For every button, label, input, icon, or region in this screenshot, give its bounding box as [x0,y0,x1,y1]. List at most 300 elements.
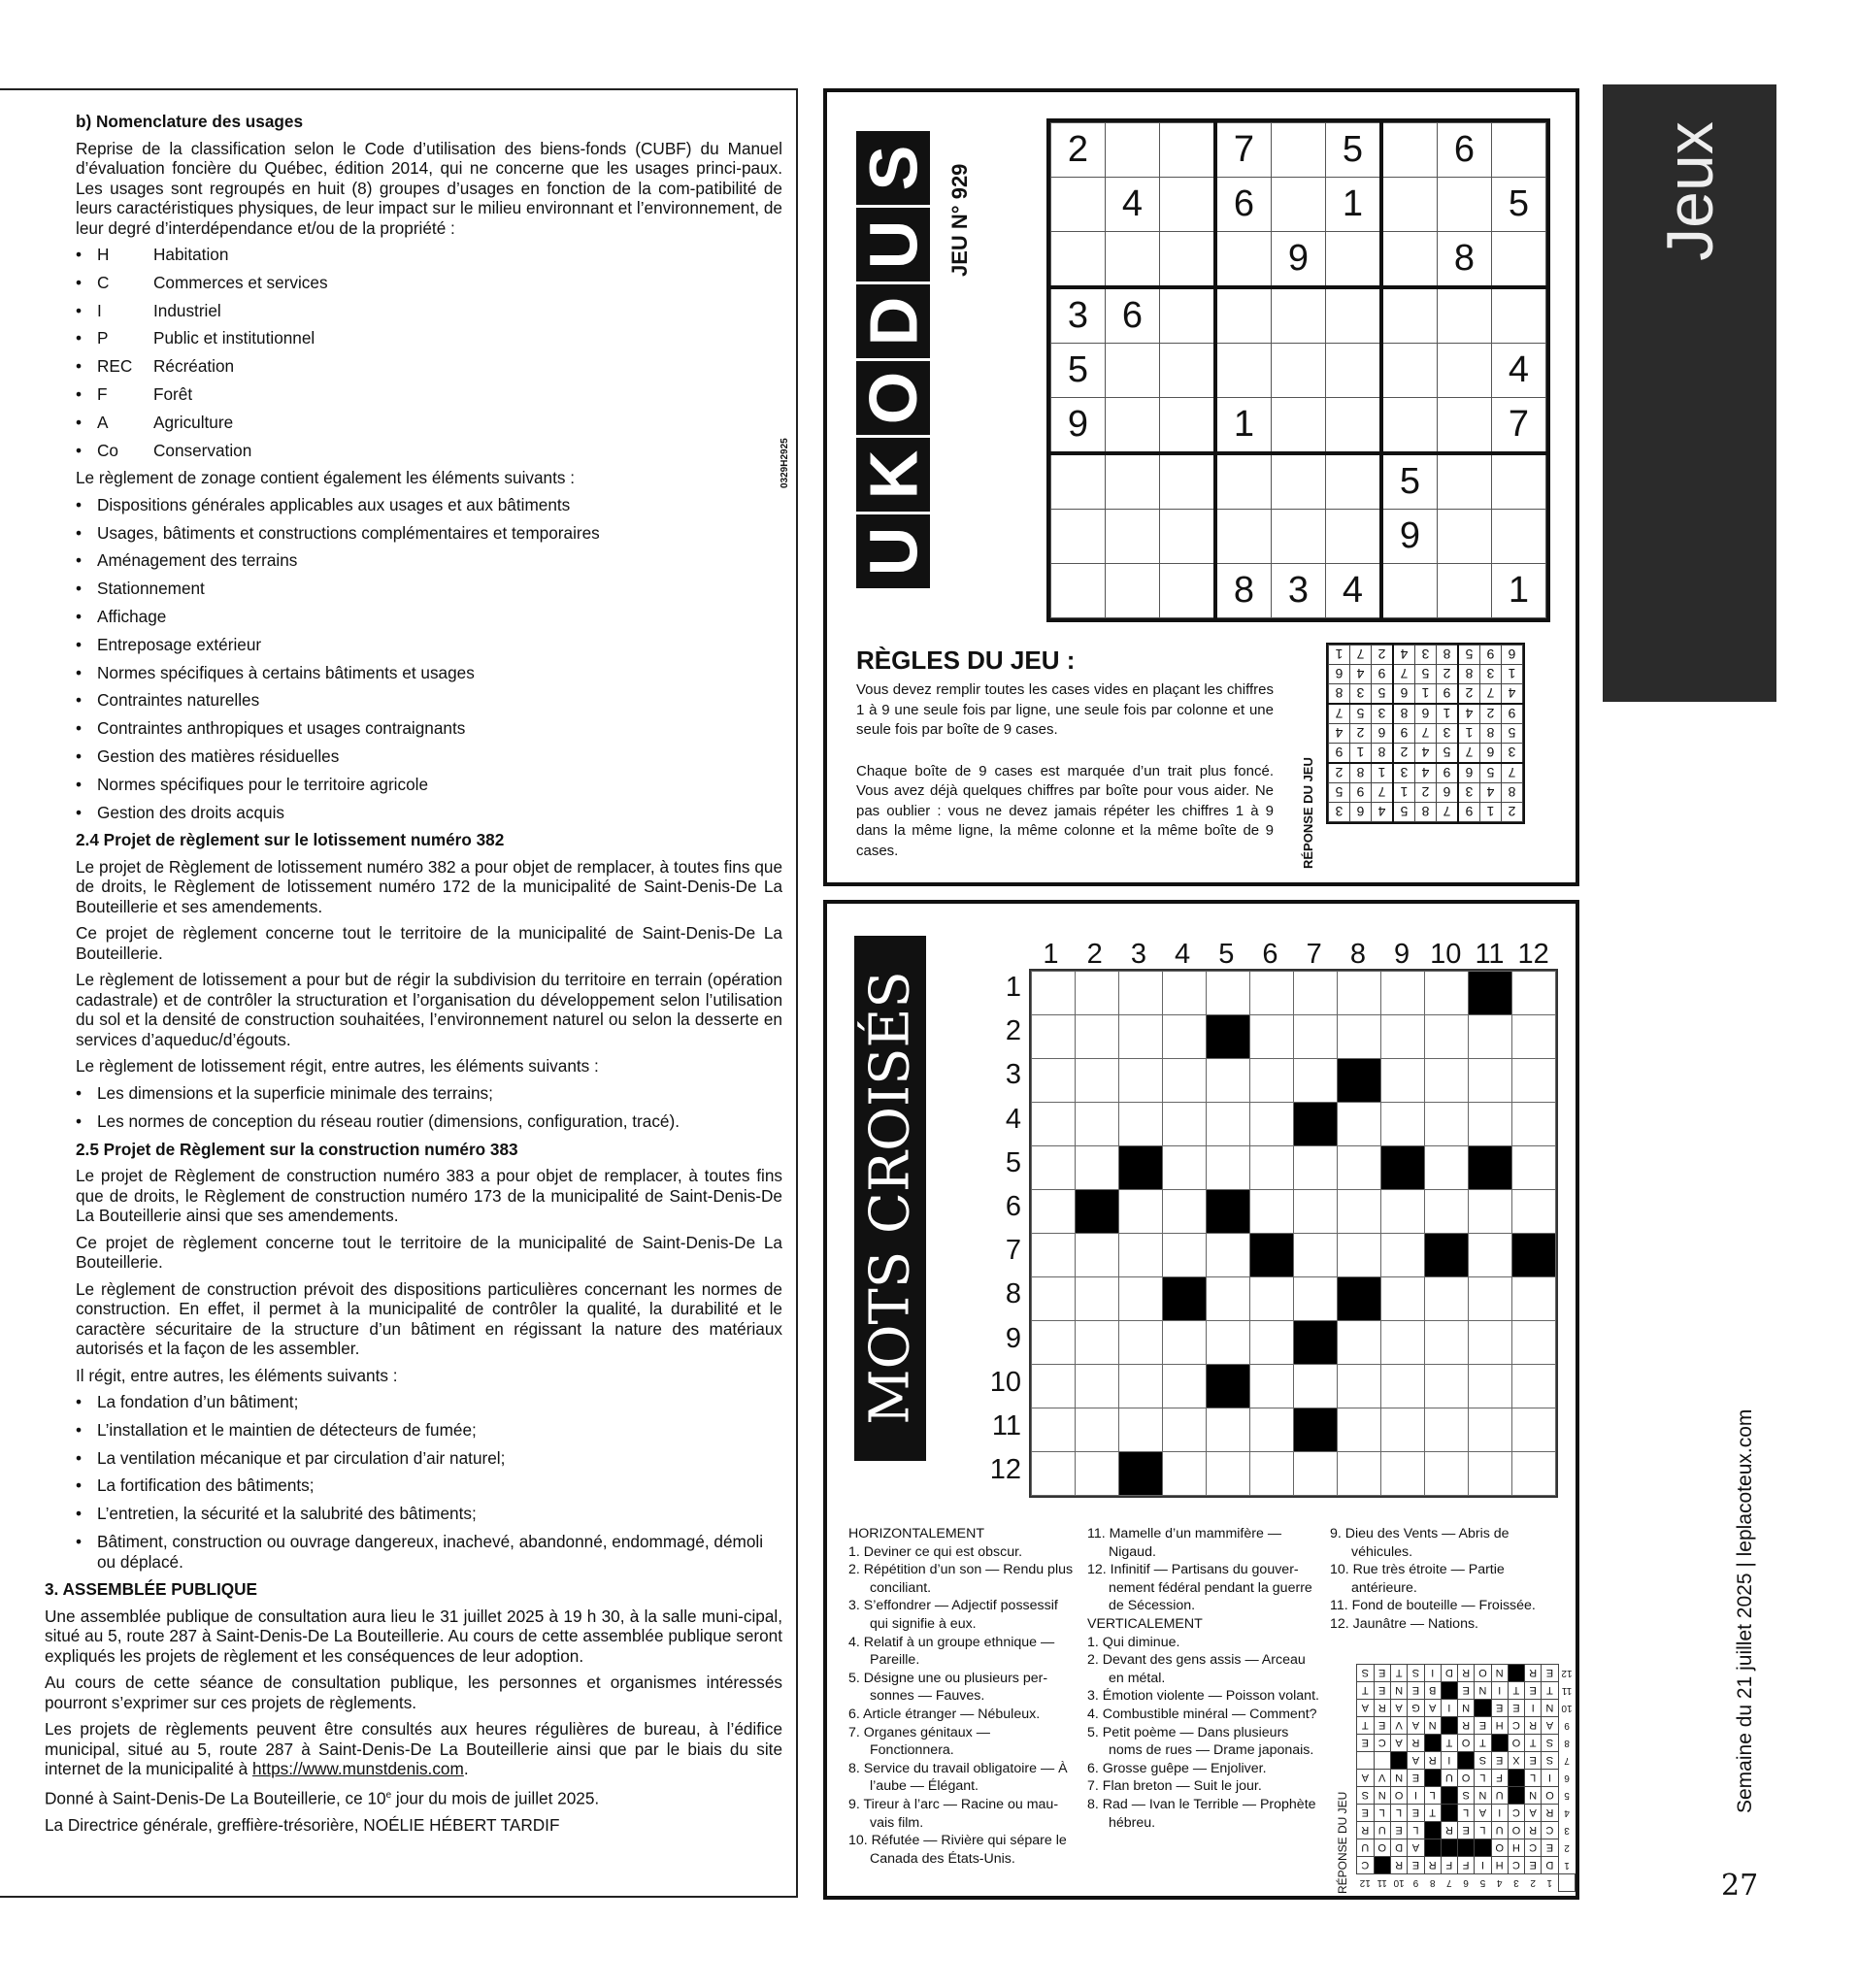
sudoku-answer-cell: 6 [1393,684,1415,705]
vertical-clue: 6. Grosse guêpe — Enjoliver. [1087,1760,1267,1776]
sudoku-answer-cell: 5 [1480,763,1502,783]
crossword-cell[interactable] [1119,1059,1163,1103]
crossword-answer-cell: E [1542,1665,1558,1682]
crossword-cell[interactable] [1207,1103,1250,1146]
crossword-answer-cell: R [1441,1822,1457,1839]
sudoku-cell[interactable]: 8 [1215,564,1272,618]
sudoku-answer-cell: 5 [1372,684,1394,705]
vertical-clue: 1. Qui diminue. [1087,1634,1180,1650]
crossword-cell[interactable] [1032,1365,1076,1408]
crossword-cell[interactable] [1381,1234,1425,1277]
sudoku-title-letter [856,131,930,205]
sudoku-cell[interactable]: 7 [1215,123,1272,178]
crossword-cell[interactable] [1469,1015,1512,1059]
sudoku-cell[interactable]: 9 [1381,510,1438,564]
crossword-cell[interactable] [1032,1234,1076,1277]
zonage-item: • Normes spécifiques à certains bâtiments et usages [76,663,782,683]
crossword-cell[interactable] [1338,1015,1381,1059]
crossword-cell[interactable] [1512,1015,1556,1059]
sudoku-cell[interactable]: 5 [1381,453,1438,510]
crossword-cell[interactable] [1425,1452,1469,1496]
crossword-cell[interactable] [1163,1452,1207,1496]
crossword-cell[interactable] [1032,1408,1076,1452]
crossword-answer-black-cell [1441,1805,1457,1822]
crossword-answer-cell: N [1491,1665,1508,1682]
crossword-cell[interactable] [1294,1234,1338,1277]
zonage-item: • Contraintes naturelles [76,690,782,711]
crossword-cell[interactable] [1119,1190,1163,1234]
crossword-cell[interactable] [1076,1321,1119,1365]
zonage-item: • Usages, bâtiments et constructions complémentaires et temporaires [76,523,782,544]
crossword-cell[interactable] [1076,1059,1119,1103]
crossword-cell[interactable] [1512,1452,1556,1496]
crossword-cell[interactable] [1469,1234,1512,1277]
crossword-black-cell [1294,1103,1338,1146]
sudoku-cell[interactable] [1326,232,1382,288]
crossword-cell[interactable] [1207,1277,1250,1321]
sudoku-cell[interactable] [1438,564,1492,618]
crossword-cell[interactable] [1163,1234,1207,1277]
crossword-cell[interactable] [1512,1103,1556,1146]
crossword-answer-cell: R [1357,1822,1375,1839]
crossword-cell[interactable] [1294,1146,1338,1190]
sudoku-cell[interactable] [1326,453,1382,510]
sudoku-cell[interactable] [1106,564,1160,618]
sudoku-cell[interactable] [1051,453,1106,510]
construction-items-list [76,1392,782,1572]
crossword-cell[interactable] [1512,1321,1556,1365]
crossword-cell[interactable] [1381,1015,1425,1059]
crossword-cell[interactable] [1294,972,1338,1015]
sudoku-cell[interactable] [1381,398,1438,454]
crossword-answer-cell: R [1424,1857,1441,1874]
crossword-cell[interactable] [1381,1190,1425,1234]
paragraph-zonage-intro: Le règlement de zonage contient également les éléments suivants : [76,468,576,488]
sudoku-cell[interactable]: 3 [1051,287,1106,344]
sudoku-cell[interactable] [1051,510,1106,564]
sudoku-cell[interactable] [1160,344,1216,398]
crossword-cell[interactable] [1163,1408,1207,1452]
crossword-answer-row-number: 1 [1564,1859,1570,1871]
sudoku-cell[interactable]: 2 [1051,123,1106,178]
sudoku-answer-cell: 8 [1480,724,1502,744]
crossword-cell[interactable] [1425,1103,1469,1146]
crossword-cell[interactable] [1207,1059,1250,1103]
crossword-answer-cell: E [1408,1682,1424,1700]
sudoku-cell[interactable]: 3 [1272,564,1326,618]
sudoku-cell[interactable] [1326,510,1382,564]
sudoku-cell[interactable] [1492,510,1546,564]
crossword-cell[interactable] [1119,1365,1163,1408]
crossword-cell[interactable] [1076,1452,1119,1496]
crossword-cell[interactable] [1512,1365,1556,1408]
sudoku-cell[interactable] [1051,564,1106,618]
crossword-cell[interactable] [1338,1146,1381,1190]
crossword-answer-cell: D [1390,1839,1407,1857]
sudoku-cell[interactable] [1492,123,1546,178]
sudoku-cell[interactable] [1160,178,1216,232]
crossword-cell[interactable] [1338,1234,1381,1277]
crossword-cell[interactable] [1076,1365,1119,1408]
sudoku-cell[interactable] [1051,178,1106,232]
paragraph-construction-2: Ce projet de règlement concerne tout le territoire de la municipalité de Saint-Denis-De La Bouteillerie. [76,1232,782,1273]
sudoku-cell[interactable] [1272,123,1326,178]
sudoku-cell[interactable] [1106,344,1160,398]
crossword-cell[interactable] [1076,972,1119,1015]
sudoku-cell[interactable]: 9 [1272,232,1326,288]
sudoku-cell[interactable] [1381,564,1438,618]
sudoku-answer-cell: 3 [1350,684,1372,705]
crossword-cell[interactable] [1512,1146,1556,1190]
crossword-cell[interactable] [1119,1015,1163,1059]
sudoku-cell[interactable] [1106,232,1160,288]
sudoku-cell[interactable] [1438,510,1492,564]
sudoku-cell[interactable]: 4 [1326,564,1382,618]
crossword-answer-cell: O [1508,1822,1524,1839]
sudoku-cell[interactable] [1106,123,1160,178]
crossword-answer-black-cell [1424,1770,1441,1787]
crossword-answer-cell: H [1491,1717,1508,1735]
crossword-cell[interactable] [1425,1059,1469,1103]
sudoku-grid[interactable] [1046,118,1550,622]
crossword-answer-cell: A [1475,1805,1491,1822]
sudoku-cell[interactable] [1215,510,1272,564]
sudoku-cell[interactable]: 1 [1326,178,1382,232]
sudoku-cell[interactable] [1272,398,1326,454]
crossword-cell[interactable] [1425,1146,1469,1190]
sudoku-cell[interactable] [1492,453,1546,510]
crossword-cell[interactable] [1469,1190,1512,1234]
crossword-answer-cell: E [1408,1770,1424,1787]
crossword-cell[interactable] [1119,972,1163,1015]
crossword-cell[interactable] [1032,1059,1076,1103]
crossword-answer-cell: T [1357,1717,1375,1735]
sudoku-cell[interactable]: 1 [1215,398,1272,454]
crossword-cell[interactable] [1294,1365,1338,1408]
crossword-cell[interactable] [1163,1365,1207,1408]
sudoku-cell[interactable]: 7 [1492,398,1546,454]
crossword-answer-cell: T [1525,1735,1542,1752]
crossword-answer-cell: C [1542,1822,1558,1839]
crossword-grid[interactable] [1029,969,1558,1498]
crossword-answer-row-number: 3 [1564,1825,1570,1836]
sudoku-cell[interactable] [1272,453,1326,510]
crossword-black-cell [1207,1190,1250,1234]
crossword-cell[interactable] [1032,1321,1076,1365]
crossword-row-number: 2 [1005,1015,1021,1047]
usage-group-item [76,356,782,377]
crossword-answer-cell: I [1424,1665,1441,1682]
sudoku-cell[interactable] [1160,287,1216,344]
crossword-cell[interactable] [1512,1059,1556,1103]
crossword-answer-black-cell [1508,1665,1524,1682]
crossword-cell[interactable] [1119,1277,1163,1321]
sudoku-cell[interactable] [1215,453,1272,510]
crossword-cell[interactable] [1250,1015,1294,1059]
sudoku-cell[interactable] [1160,564,1216,618]
sudoku-cell[interactable] [1106,398,1160,454]
paragraph-construction-4: Il régit, entre autres, les éléments suivants : [76,1365,398,1385]
crossword-answer-cell: U [1441,1770,1457,1787]
crossword-cell[interactable] [1119,1408,1163,1452]
crossword-cell[interactable] [1076,1015,1119,1059]
sudoku-cell[interactable]: 6 [1438,123,1492,178]
sudoku-cell[interactable] [1381,344,1438,398]
crossword-cell[interactable] [1250,1190,1294,1234]
crossword-answer-cell: N [1475,1682,1491,1700]
crossword-row-number: 8 [1005,1278,1021,1310]
crossword-cell[interactable] [1163,1190,1207,1234]
sudoku-cell[interactable] [1438,287,1492,344]
crossword-cell[interactable] [1338,1103,1381,1146]
crossword-cell[interactable] [1469,1277,1512,1321]
crossword-answer-cell: C [1508,1717,1524,1735]
sudoku-cell[interactable] [1381,287,1438,344]
sudoku-title-letter [856,284,930,358]
crossword-answer-cell: F [1491,1770,1508,1787]
sudoku-cell[interactable]: 6 [1106,287,1160,344]
crossword-cell[interactable] [1294,1059,1338,1103]
crossword-cell[interactable] [1032,1146,1076,1190]
crossword-cell[interactable] [1163,1321,1207,1365]
sudoku-answer-cell: 5 [1415,665,1437,684]
sudoku-cell[interactable]: 8 [1438,232,1492,288]
sudoku-cell[interactable] [1492,287,1546,344]
crossword-cell[interactable] [1512,1408,1556,1452]
sudoku-cell[interactable] [1106,510,1160,564]
sudoku-answer-cell: 2 [1502,803,1523,822]
sudoku-cell[interactable]: 5 [1326,123,1382,178]
sudoku-cell[interactable] [1272,344,1326,398]
sudoku-answer-cell: 5 [1350,704,1372,724]
crossword-cell[interactable] [1250,1059,1294,1103]
crossword-column-number: 5 [1218,939,1235,970]
crossword-cell[interactable] [1119,1234,1163,1277]
crossword-cell[interactable] [1381,972,1425,1015]
crossword-cell[interactable] [1381,1321,1425,1365]
usage-group-item [76,273,782,293]
crossword-cell[interactable] [1207,1408,1250,1452]
paragraph-nomenclature-intro: Reprise de la classification selon le Code d’utilisation des biens-fonds (CUBF) du Manuel d’évaluation foncière du Québec, édition 2014, qui ne concerne que les usages princi-paux. Les usages sont regroupés en huit (8) groupes d’usages en fonction de la com-patibilité de leurs caractéristiques physiques, de leur impact sur le milieu environnant et l’environnement, de leur degré d’interdépendance et/ou de la propriété : [76,138,782,238]
crossword-answer-cell: T [1357,1682,1375,1700]
sudoku-cell[interactable]: 1 [1492,564,1546,618]
crossword-cell[interactable] [1032,1277,1076,1321]
crossword-cell[interactable] [1076,1146,1119,1190]
crossword-cell[interactable] [1338,1408,1381,1452]
crossword-answer-cell: G [1408,1700,1424,1717]
crossword-answer-column-number: 1 [1546,1877,1552,1889]
crossword-answer-black-cell [1390,1752,1407,1770]
crossword-cell[interactable] [1076,1408,1119,1452]
sudoku-answer-cell: 7 [1437,803,1459,822]
crossword-cell[interactable] [1425,1408,1469,1452]
crossword-cell[interactable] [1250,1408,1294,1452]
ad-reference-code: 0329H2925 [780,438,790,488]
sudoku-cell[interactable] [1326,344,1382,398]
sudoku-cell[interactable] [1160,123,1216,178]
horizontal-clue: 12. Infinitif — Partisans du gouver-nement fédéral pendant la guerre de Sécession. [1087,1562,1312,1614]
crossword-cell[interactable] [1469,1103,1512,1146]
crossword-cell[interactable] [1163,1059,1207,1103]
crossword-cell[interactable] [1076,1277,1119,1321]
municipality-website-link[interactable]: https://www.munstdenis.com [252,1759,464,1779]
sudoku-cell[interactable] [1106,453,1160,510]
sudoku-answer-cell: 8 [1350,763,1372,783]
crossword-row-number: 12 [989,1454,1021,1486]
vertical-clue: 10. Rue très étroite — Partie antérieure. [1330,1562,1505,1596]
crossword-cell[interactable] [1425,1190,1469,1234]
crossword-cell[interactable] [1338,1190,1381,1234]
sudoku-cell[interactable] [1326,398,1382,454]
crossword-cell[interactable] [1469,1059,1512,1103]
crossword-cell[interactable] [1250,972,1294,1015]
crossword-answer-cell: A [1357,1770,1375,1787]
sudoku-cell[interactable]: 5 [1492,178,1546,232]
sudoku-cell[interactable] [1381,178,1438,232]
crossword-cell[interactable] [1381,1408,1425,1452]
sudoku-answer-cell: 4 [1458,704,1480,724]
sudoku-cell[interactable] [1215,287,1272,344]
sudoku-cell[interactable]: 4 [1106,178,1160,232]
issue-date-and-site: Semaine du 21 juillet 2025 | leplacoteux.com [1734,1408,1756,1813]
sudoku-cell[interactable] [1051,232,1106,288]
crossword-cell[interactable] [1076,1234,1119,1277]
crossword-cell[interactable] [1338,1321,1381,1365]
crossword-answer-cell: A [1424,1700,1441,1717]
sudoku-cell[interactable] [1438,453,1492,510]
construction-item: • La ventilation mécanique et par circulation d’air naturel; [76,1448,782,1469]
crossword-cell[interactable] [1381,1452,1425,1496]
crossword-cell[interactable] [1425,972,1469,1015]
crossword-cell[interactable] [1250,1103,1294,1146]
crossword-column-number: 9 [1394,939,1410,970]
crossword-cell[interactable] [1163,1103,1207,1146]
sudoku-cell[interactable] [1160,398,1216,454]
sudoku-cell[interactable] [1438,344,1492,398]
sudoku-cell[interactable] [1272,178,1326,232]
crossword-cell[interactable] [1512,1190,1556,1234]
crossword-cell[interactable] [1207,1321,1250,1365]
crossword-cell[interactable] [1381,1277,1425,1321]
crossword-cell[interactable] [1250,1365,1294,1408]
sudoku-answer-cell: 7 [1350,646,1372,665]
crossword-answer-cell: E [1525,1752,1542,1770]
sudoku-cell[interactable] [1215,232,1272,288]
crossword-answer-cell: L [1390,1805,1407,1822]
crossword-cell[interactable] [1425,1365,1469,1408]
crossword-answer-cell: N [1458,1700,1475,1717]
crossword-cell[interactable] [1294,1015,1338,1059]
crossword-cell[interactable] [1250,1321,1294,1365]
sudoku-answer-cell: 4 [1393,646,1415,665]
crossword-cell[interactable] [1250,1452,1294,1496]
crossword-cell[interactable] [1207,1234,1250,1277]
crossword-answer-column-number: 8 [1429,1877,1436,1889]
crossword-black-cell [1119,1452,1163,1496]
crossword-cell[interactable] [1381,1059,1425,1103]
sudoku-title-letter [856,514,930,588]
vertical-clue: 4. Combustible minéral — Comment? [1087,1706,1317,1722]
crossword-cell[interactable] [1425,1277,1469,1321]
sudoku-cell[interactable] [1492,232,1546,288]
crossword-cell[interactable] [1469,1321,1512,1365]
sudoku-cell[interactable]: 5 [1051,344,1106,398]
sudoku-cell[interactable] [1272,510,1326,564]
crossword-cell[interactable] [1163,972,1207,1015]
crossword-cell[interactable] [1294,1452,1338,1496]
crossword-cell[interactable] [1032,1015,1076,1059]
sudoku-cell[interactable]: 6 [1215,178,1272,232]
crossword-cell[interactable] [1512,1277,1556,1321]
crossword-cell[interactable] [1207,1146,1250,1190]
sudoku-cell[interactable] [1438,398,1492,454]
crossword-cell[interactable] [1032,972,1076,1015]
sudoku-answer-cell: 9 [1437,684,1459,705]
crossword-answer-cell: E [1390,1822,1407,1839]
sudoku-cell[interactable]: 4 [1492,344,1546,398]
crossword-cell[interactable] [1381,1365,1425,1408]
crossword-answer-cell: I [1441,1752,1457,1770]
crossword-cell[interactable] [1469,1365,1512,1408]
crossword-answer-black-cell [1475,1839,1491,1857]
heading-assemblee: 3. ASSEMBLÉE PUBLIQUE [45,1579,258,1600]
crossword-cell[interactable] [1338,1452,1381,1496]
sudoku-cell[interactable] [1160,510,1216,564]
crossword-black-cell [1163,1277,1207,1321]
sudoku-cell[interactable] [1381,232,1438,288]
crossword-cell[interactable] [1338,1365,1381,1408]
crossword-cell[interactable] [1294,1277,1338,1321]
crossword-cell[interactable] [1512,972,1556,1015]
crossword-cell[interactable] [1469,1408,1512,1452]
crossword-cell[interactable] [1469,1452,1512,1496]
sudoku-cell[interactable] [1160,232,1216,288]
crossword-cell[interactable] [1032,1103,1076,1146]
sudoku-cell[interactable] [1215,344,1272,398]
sudoku-answer-cell: 9 [1350,783,1372,803]
crossword-cell[interactable] [1076,1103,1119,1146]
crossword-cell[interactable] [1207,1452,1250,1496]
sudoku-answer-cell: 1 [1415,684,1437,705]
crossword-cell[interactable] [1294,1190,1338,1234]
crossword-cell[interactable] [1119,1321,1163,1365]
sudoku-cell[interactable]: 9 [1051,398,1106,454]
crossword-cell[interactable] [1032,1452,1076,1496]
public-notice-panel [0,88,798,1898]
sudoku-cell[interactable] [1160,453,1216,510]
crossword-answer-cell: B [1424,1682,1441,1700]
crossword-cell[interactable] [1119,1103,1163,1146]
crossword-cell[interactable] [1163,1146,1207,1190]
sudoku-cell[interactable] [1381,123,1438,178]
crossword-cell[interactable] [1250,1146,1294,1190]
sudoku-cell[interactable] [1438,178,1492,232]
sudoku-answer-cell: 3 [1458,783,1480,803]
crossword-cell[interactable] [1338,972,1381,1015]
crossword-cell[interactable] [1425,1321,1469,1365]
crossword-cell[interactable] [1381,1103,1425,1146]
crossword-answer-cell: E [1542,1839,1558,1857]
crossword-answer-cell: S [1357,1665,1375,1682]
crossword-cell[interactable] [1207,972,1250,1015]
sudoku-cell[interactable] [1326,287,1382,344]
crossword-cell[interactable] [1163,1015,1207,1059]
crossword-cell[interactable] [1032,1190,1076,1234]
crossword-cell[interactable] [1250,1277,1294,1321]
sudoku-answer-cell: 4 [1415,744,1437,764]
crossword-cell[interactable] [1425,1015,1469,1059]
sudoku-cell[interactable] [1272,287,1326,344]
